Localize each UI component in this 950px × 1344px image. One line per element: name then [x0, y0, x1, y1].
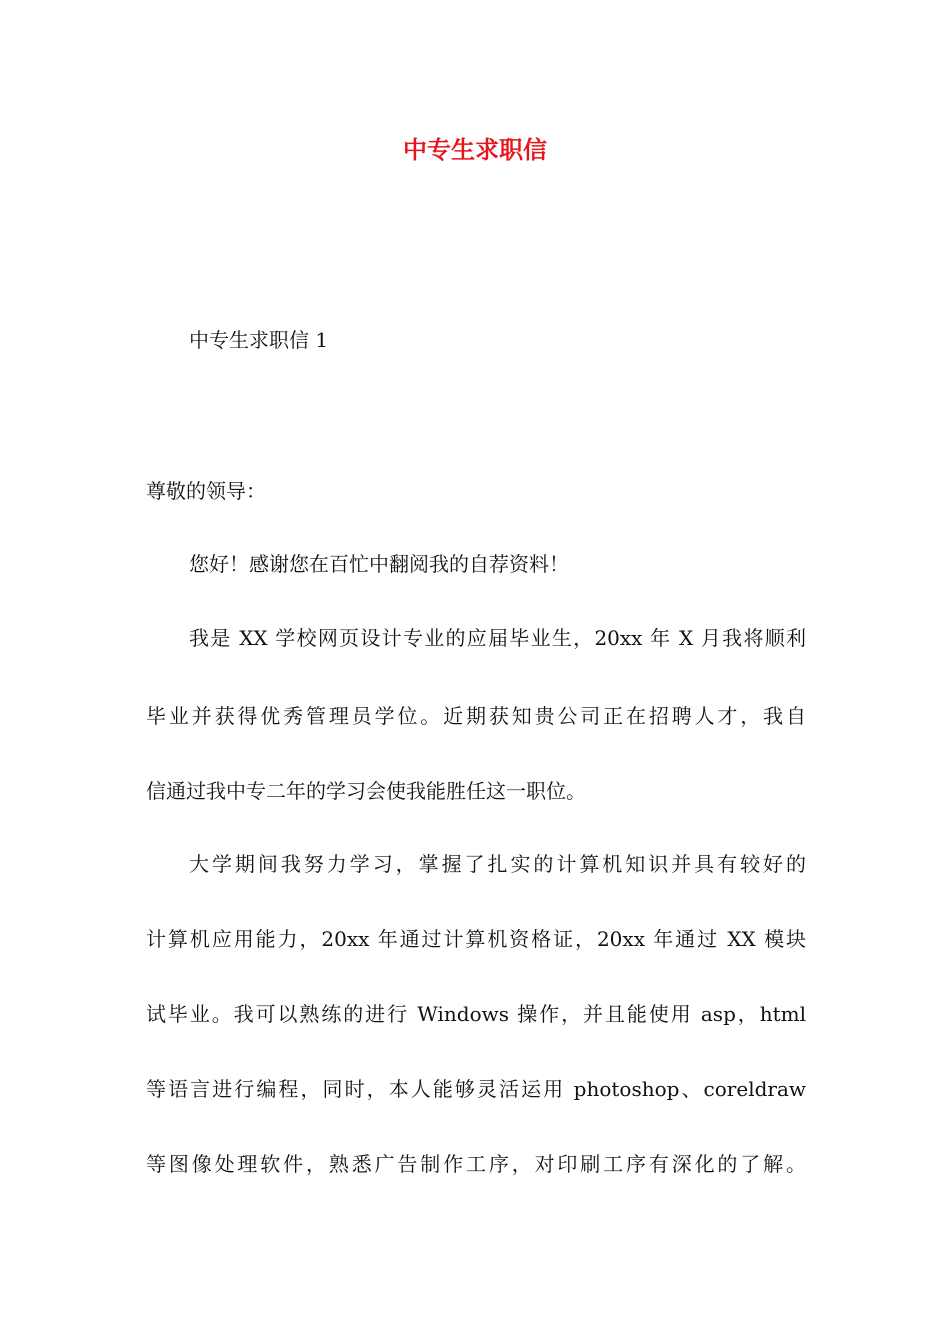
paragraph-line: 试毕业。我可以熟练的进行 Windows 操作，并且能使用 asp，html [146, 1002, 806, 1026]
paragraph-line: 信通过我中专二年的学习会使我能胜任这一职位。 [146, 779, 586, 803]
paragraph-line: 我是 XX 学校网页设计专业的应届毕业生，20xx 年 X 月我将顺利 [189, 626, 806, 650]
paragraph-line: 毕业并获得优秀管理员学位。近期获知贵公司正在招聘人才，我自 [146, 704, 806, 728]
salutation: 尊敬的领导： [146, 479, 266, 503]
paragraph-line: 您好！感谢您在百忙中翻阅我的自荐资料！ [189, 552, 569, 576]
paragraph-line: 计算机应用能力，20xx 年通过计算机资格证，20xx 年通过 XX 模块 [146, 927, 806, 951]
document-title: 中专生求职信 [403, 136, 547, 164]
paragraph-line: 等图像处理软件，熟悉广告制作工序，对印刷工序有深化的了解。 [146, 1152, 806, 1176]
section-heading: 中专生求职信 1 [189, 328, 329, 352]
paragraph-line: 等语言进行编程，同时，本人能够灵活运用 photoshop、coreldraw [146, 1077, 806, 1101]
paragraph-line: 大学期间我努力学习，掌握了扎实的计算机知识并具有较好的 [189, 852, 806, 876]
